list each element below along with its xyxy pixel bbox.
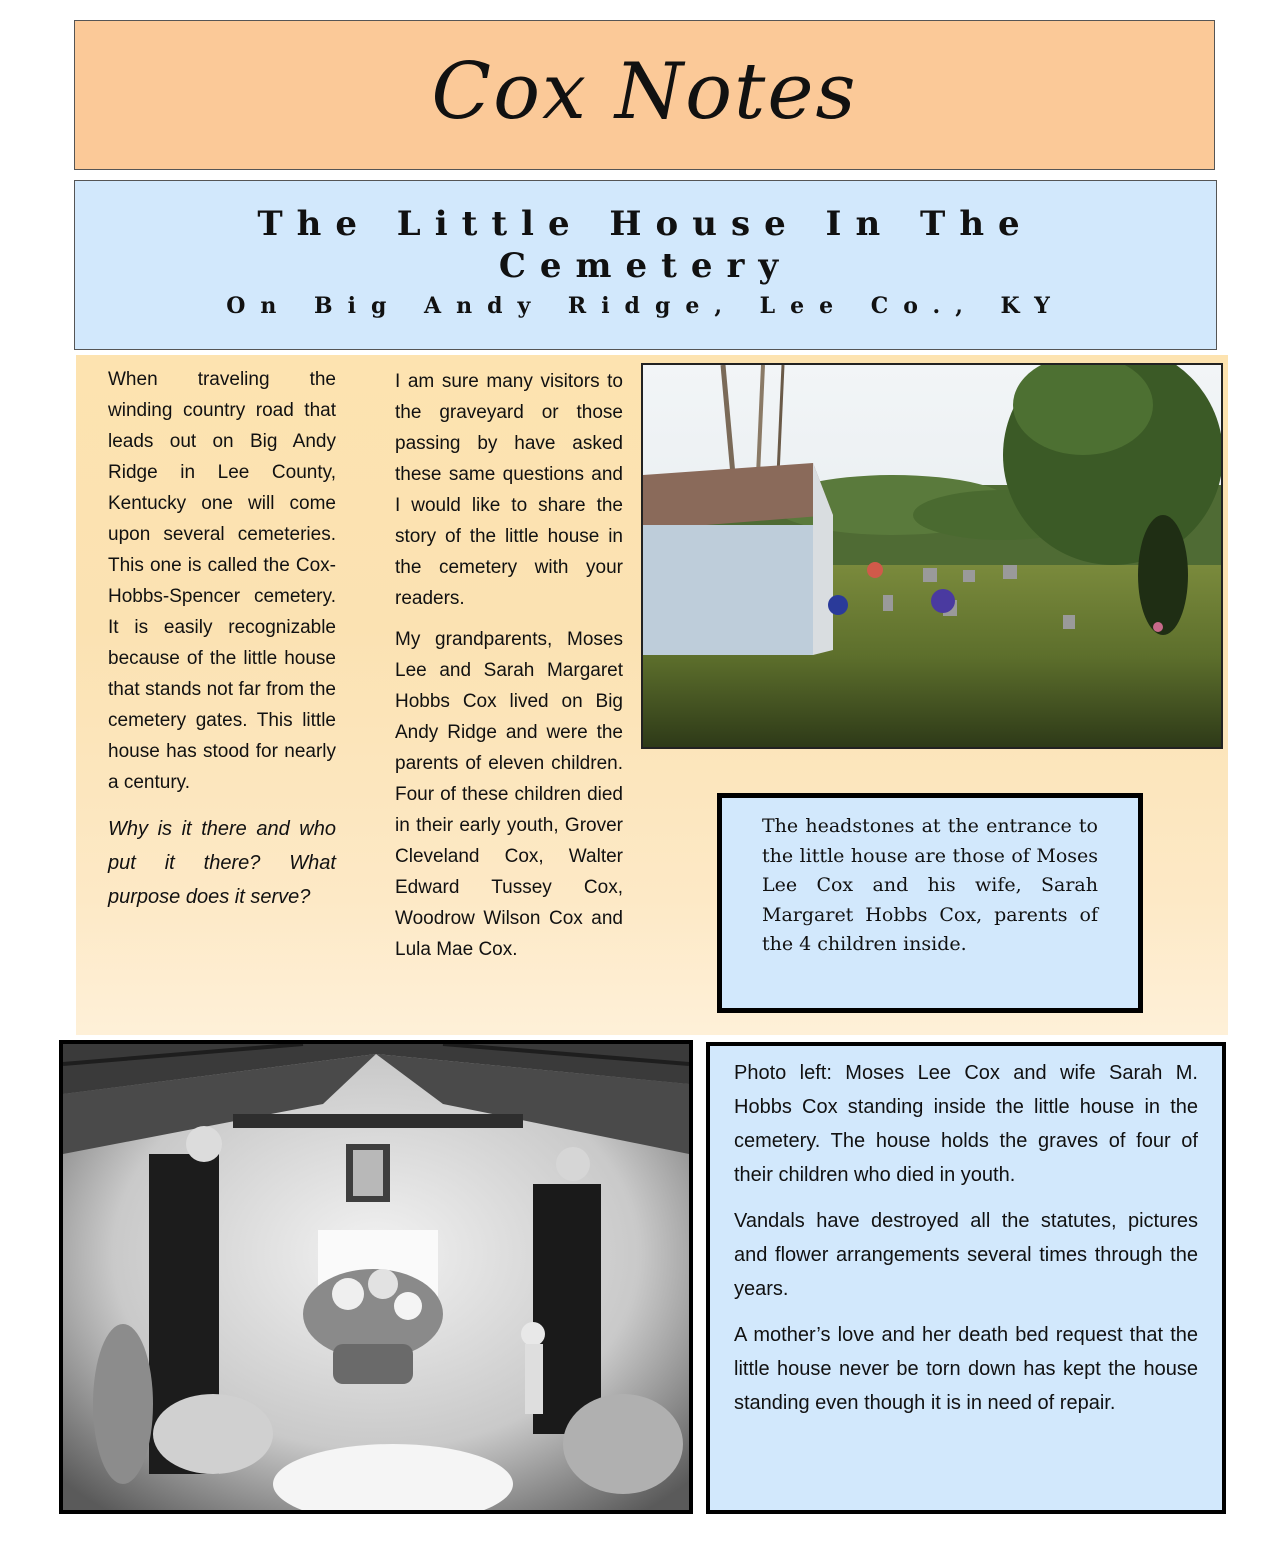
photo-caption-box bbox=[717, 793, 1143, 1013]
sidebar-paragraph: A mother’s love and her death bed request that the little house never be torn down has kept the house standing even though it is in need of repair. bbox=[734, 1324, 1198, 1414]
article-paragraph: My grandparents, Moses Lee and Sarah Margaret Hobbs Cox lived on Big Andy Ridge and were the parents of eleven children. Four of these children died in their early youth, Grover Cleveland Cox, Walter Edward Tussey Cox, Woodrow Wilson Cox and Lula Mae Cox. bbox=[395, 629, 623, 960]
sidebar-note-box bbox=[706, 1042, 1226, 1514]
cemetery-photo-icon bbox=[643, 365, 1221, 747]
headline-box bbox=[74, 180, 1217, 350]
black-and-white-interior-photo-icon bbox=[63, 1044, 689, 1510]
article-question: Why is it there and who put it there? What purpose does it serve? bbox=[108, 818, 336, 908]
masthead bbox=[74, 20, 1215, 170]
sidebar-paragraph: Photo left: Moses Lee Cox and wife Sarah M. Hobbs Cox standing inside the little house in the cemetery. The house holds the graves of four of their children who died in youth. bbox=[734, 1062, 1198, 1186]
article-paragraph: When traveling the winding country road that leads out on Big Andy Ridge in Lee County, Kentucky one will come upon several cemeteries. This one is called the Cox-Hobbs-Spencer cemetery. It is easily recognizable because of the little house that stands not far from the cemetery gates. This little house has stood for nearly a century. bbox=[108, 369, 336, 793]
article-column-1 bbox=[108, 364, 336, 924]
article-subheadline: On Big Andy Ridge, Lee Co., KY bbox=[226, 293, 1065, 319]
interior-photo bbox=[59, 1040, 693, 1514]
article-column-2 bbox=[395, 366, 623, 975]
article-headline: The Little House In The Cemetery bbox=[257, 204, 1034, 286]
article-paragraph: I am sure many visitors to the graveyard or those passing by have asked these same questions and I would like to share the story of the little house in the cemetery with your readers. bbox=[395, 371, 623, 609]
newsletter-title: Cox Notes bbox=[431, 47, 858, 137]
sidebar-paragraph: Vandals have destroyed all the statutes, pictures and flower arrangements several times through the years. bbox=[734, 1210, 1198, 1300]
photo-caption: The headstones at the entrance to the little house are those of Moses Lee Cox and his wife, Sarah Margaret Hobbs Cox, parents of the 4 children inside. bbox=[762, 815, 1098, 955]
cemetery-photo bbox=[641, 363, 1223, 749]
